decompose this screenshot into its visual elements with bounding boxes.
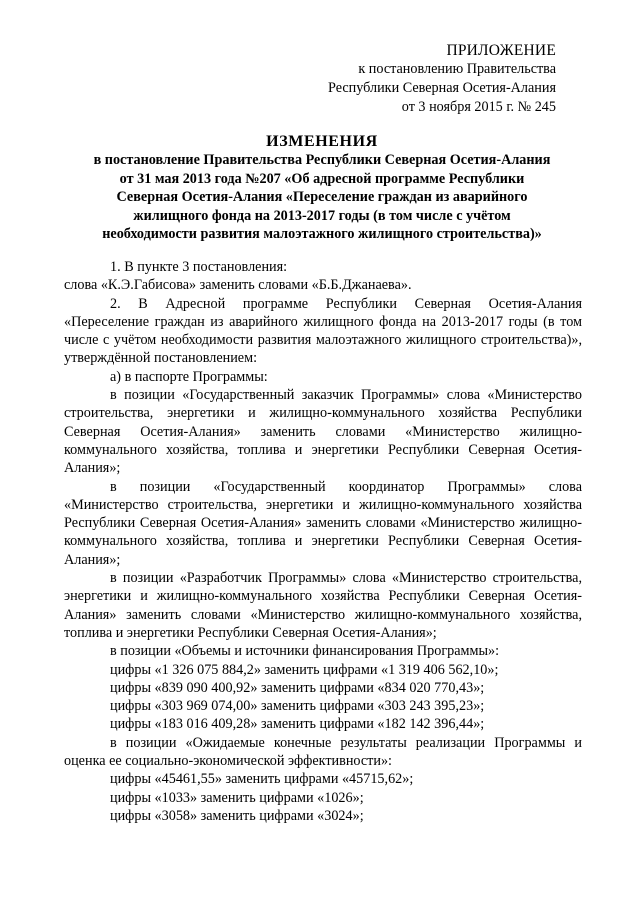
paragraph: в позиции «Разработчик Программы» слова «Министерство строительства, энергетики и жилищно-коммунального хозяйства Республики Северная Осетия-Алания» заменить словами «Министерство жилищно-коммунального хозяйства, топлива и энергетики Республики Северная Осетия-Алания»;: [64, 570, 582, 641]
paragraph: цифры «839 090 400,92» заменить цифрами «834 020 770,43»;: [110, 679, 485, 696]
heading-title: ИЗМЕНЕНИЯ: [266, 133, 378, 150]
heading-line: необходимости развития малоэтажного жилищного строительства)»: [102, 226, 542, 243]
paragraph: слова «К.Э.Габисова» заменить словами «Б.Б.Джанаева».: [64, 277, 412, 294]
paragraph: в позиции «Объемы и источники финансирования Программы»:: [110, 643, 500, 660]
heading-line: от 31 мая 2013 года №207 «Об адресной программе Республики: [119, 170, 525, 187]
header-title: ПРИЛОЖЕНИЕ: [446, 42, 556, 59]
document-heading: [60, 133, 584, 243]
approval-header: [328, 41, 556, 117]
paragraph: 1. В пункте 3 постановления:: [110, 259, 288, 275]
paragraph: цифры «1033» заменить цифрами «1026»;: [110, 789, 364, 806]
paragraph: цифры «45461,55» заменить цифрами «45715,62»;: [110, 771, 414, 788]
header-line: Республики Северная Осетия-Алания: [327, 80, 556, 96]
paragraph: цифры «1 326 075 884,2» заменить цифрами «1 319 406 562,10»;: [110, 661, 499, 678]
heading-line: жилищного фонда на 2013-2017 годы (в том числе с учётом: [133, 207, 511, 224]
paragraph: 2. В Адресной программе Республики Северная Осетия-Алания «Переселение граждан из аварийного жилищного фонда на 2013-2017 годы (в том числе с учётом необходимости развития малоэтажного жилищного строительства)», утверждённой постановлением:: [64, 295, 582, 367]
heading-line: Северная Осетия-Алания «Переселение граждан из аварийного: [116, 189, 528, 206]
paragraph: цифры «3058» заменить цифрами «3024»;: [110, 807, 364, 824]
paragraph: в позиции «Государственный координатор Программы» слова «Министерство строительства, энергетики и жилищно-коммунального хозяйства Республики Северная Осетия-Алания» заменить словами «Министерство жилищно-коммунального хозяйства, топлива и энергетики Республики Северная Осетия-Алания»;: [64, 478, 582, 568]
paragraph: цифры «303 969 074,00» заменить цифрами «303 243 395,23»;: [110, 698, 485, 715]
paragraph: в позиции «Государственный заказчик Программы» слова «Министерство строительства, энергетики и жилищно-коммунального хозяйства Республики Северная Осетия-Алания» заменить словами «Министерство жилищно-коммунального хозяйства, топлива и энергетики Республики Северная Осетия-Алания»;: [64, 387, 582, 477]
paragraph: а) в паспорте Программы:: [110, 368, 268, 385]
heading-line: в постановление Правительства Республики Северная Осетия-Алания: [93, 152, 551, 169]
header-line: от 3 ноября 2015 г. № 245: [401, 99, 556, 115]
header-line: к постановлению Правительства: [358, 61, 556, 77]
paragraph: в позиции «Ожидаемые конечные результаты реализации Программы и оценка ее социально-экономической эффективности»:: [64, 734, 582, 770]
document-body: [64, 258, 582, 825]
paragraph: цифры «183 016 409,28» заменить цифрами «182 142 396,44»;: [110, 716, 485, 733]
